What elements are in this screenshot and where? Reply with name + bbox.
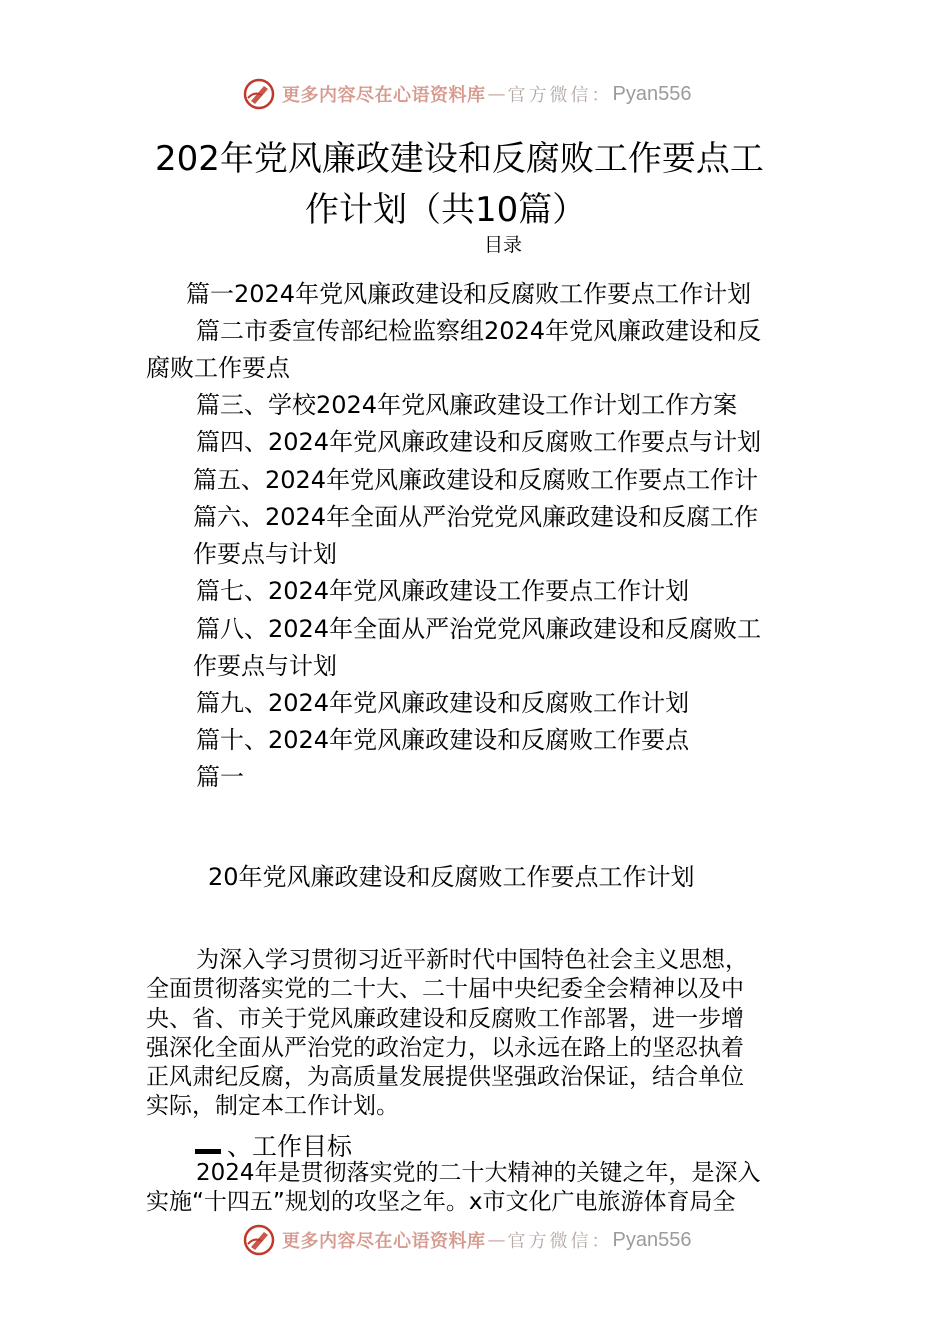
watermark-header [242,76,691,112]
article-subtitle: 20年党风廉政建设和反腐败工作要点工作计划 [208,863,695,891]
paragraph-line: 央、省、市关于党风廉政建设和反腐败工作部署，进一步增 [146,1006,744,1032]
toc-line: 篇二市委宣传部纪检监察组2024年党风廉政建设和反 [196,317,762,345]
toc-line: 篇九、2024年党风廉政建设和反腐败工作计划 [196,689,690,717]
document-title-line2: 作计划（共10篇） [305,190,587,230]
toc-line: 篇七、2024年党风廉政建设工作要点工作计划 [196,577,690,605]
toc-line: 篇四、2024年党风廉政建设和反腐败工作要点与计划 [196,428,762,456]
paragraph-line: 强深化全面从严治党的政治定力，以永远在路上的坚忍执着 [146,1035,744,1061]
watermark-wechat-id: Pyan556 [612,82,692,105]
paragraph-line: 为深入学习贯彻习近平新时代中国特色社会主义思想， [196,947,748,973]
toc-heading: 目录 [484,234,523,256]
watermark-footer [242,1222,691,1258]
toc-line: 篇三、学校2024年党风廉政建设工作计划工作方案 [196,391,738,419]
toc-line: 篇八、2024年全面从严治党党风廉政建设和反腐败工 [196,615,762,643]
document-title-line1: 202年党风廉政建设和反腐败工作要点工 [155,139,764,179]
paragraph-line: 实际，制定本工作计划。 [146,1093,399,1119]
paragraph-line: 实施“十四五”规划的攻坚之年。x市文化广电旅游体育局全 [146,1189,736,1215]
watermark-dash: — [487,1229,506,1251]
toc-line: 作要点与计划 [193,540,337,568]
toc-line: 篇五、2024年党风廉政建设和反腐败工作要点工作计 [193,466,759,494]
toc-line: 篇十、2024年党风廉政建设和反腐败工作要点 [196,726,690,754]
toc-line: 篇一2024年党风廉政建设和反腐败工作要点工作计划 [186,280,752,308]
section-heading-goals [195,1127,352,1163]
paragraph-line: 2024年是贯彻落实党的二十大精神的关键之年，是深入 [196,1160,761,1186]
paragraph-line: 正风肃纪反腐，为高质量发展提供坚强政治保证，结合单位 [146,1064,744,1090]
watermark-dash: — [487,83,506,105]
watermark-wechat-id: Pyan556 [612,1228,692,1251]
pen-logo-icon [242,77,276,111]
pen-logo-icon [242,1223,276,1257]
watermark-site: 更多内容尽在心语资料库 [282,1231,486,1252]
watermark-label: 官方微信： [507,1231,613,1252]
toc-line: 篇六、2024年全面从严治党党风廉政建设和反腐工作 [193,503,759,531]
watermark-label: 官方微信： [507,85,613,106]
heading-number-mark [195,1149,221,1154]
section-heading-text: 、工作目标 [227,1132,353,1161]
toc-line: 腐败工作要点 [146,354,290,382]
paragraph-line: 全面贯彻落实党的二十大、二十届中央纪委全会精神以及中 [146,976,744,1002]
watermark-site: 更多内容尽在心语资料库 [282,85,486,106]
toc-line: 作要点与计划 [193,652,337,680]
toc-line: 篇一 [196,763,244,791]
